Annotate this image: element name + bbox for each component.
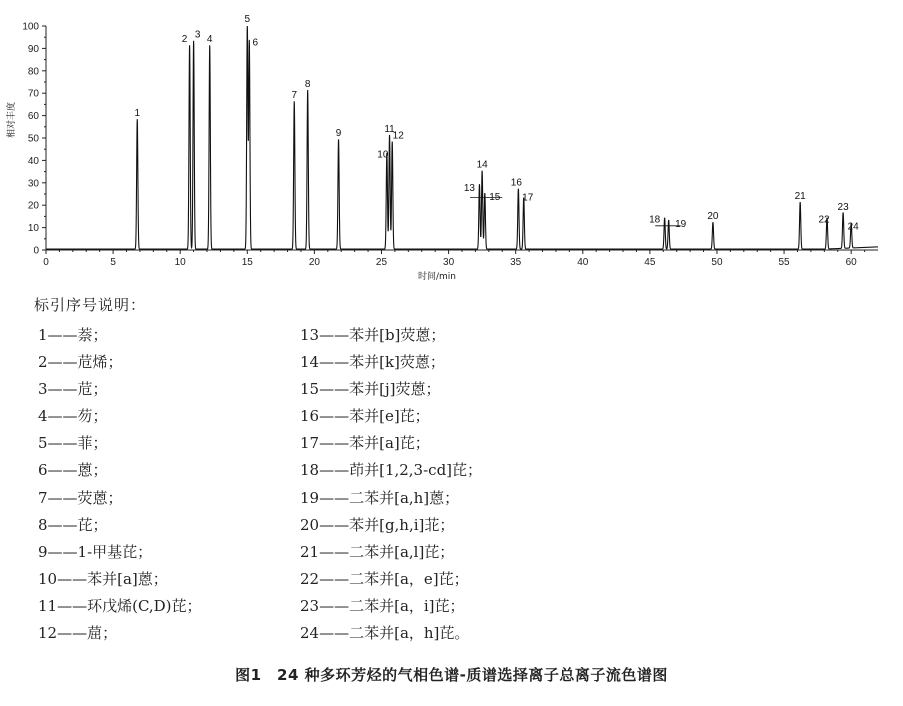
chart-axes (22, 22, 878, 269)
peak-label-14: 14 (476, 159, 488, 171)
y-tick-label: 100 (22, 21, 39, 33)
legend-item: 10——苯并[a]蒽； (38, 569, 168, 588)
legend-item: 8——芘； (38, 515, 108, 534)
legend-item: 19——二苯并[a,h]蒽； (300, 488, 460, 507)
legend-item: 12——䓛； (38, 624, 118, 643)
peak-label-23: 23 (837, 202, 849, 214)
legend-title: 标引序号说明： (34, 296, 147, 314)
legend-item: 23——二苯并[a，i]芘； (300, 596, 465, 615)
x-tick-label: 45 (644, 257, 656, 268)
legend-item: 24——二苯并[a，h]芘。 (300, 624, 470, 643)
legend-item: 16——苯并[e]芘； (300, 407, 430, 426)
y-tick-label: 50 (27, 133, 39, 145)
peak-label-21: 21 (794, 190, 806, 202)
legend-item: 3——苊； (38, 380, 108, 399)
x-tick-label: 50 (711, 257, 723, 268)
x-tick-label: 25 (375, 257, 388, 268)
x-tick-label: 10 (174, 257, 186, 268)
legend-item: 1——萘； (38, 326, 108, 344)
y-tick-label: 60 (27, 111, 39, 123)
peak-labels (134, 14, 859, 232)
y-tick-label: 90 (27, 43, 39, 55)
peak-label-1: 1 (134, 108, 141, 120)
peak-label-7: 7 (291, 90, 298, 102)
y-tick-label: 30 (27, 178, 39, 190)
legend-item: 14——苯并[k]荧蒽； (300, 353, 445, 372)
y-tick-label: 20 (27, 200, 39, 212)
y-tick-label: 0 (33, 245, 39, 257)
peak-label-24: 24 (847, 221, 859, 233)
x-tick-label: 15 (241, 257, 253, 268)
legend-item: 20——苯并[g,h,i]苝； (300, 515, 455, 534)
legend-item: 18——茚并[1,2,3-cd]芘； (300, 461, 483, 480)
legend-right-column (300, 322, 482, 647)
x-tick-label: 5 (110, 257, 116, 268)
y-tick-label: 80 (27, 66, 39, 78)
legend-item: 9——1-甲基芘； (38, 542, 153, 561)
legend-item: 6——蒽； (38, 461, 108, 480)
peak-label-18: 18 (649, 214, 661, 226)
tic-trace-line (46, 26, 878, 249)
y-axis-label: 相对丰度 (7, 101, 17, 139)
peak-label-3: 3 (194, 29, 201, 41)
peak-label-2: 2 (181, 34, 188, 46)
peak-label-19: 19 (675, 218, 687, 230)
peak-label-10: 10 (377, 149, 389, 161)
peak-label-8: 8 (304, 78, 311, 90)
x-tick-label: 35 (510, 257, 522, 268)
peak-label-17: 17 (522, 192, 534, 204)
peak-label-20: 20 (707, 211, 719, 223)
peak-label-12: 12 (392, 130, 404, 142)
x-axis-label: 时间/min (417, 272, 457, 282)
legend-item: 15——苯并[j]荧蒽； (300, 380, 441, 399)
y-tick-label: 10 (27, 223, 39, 235)
legend-item: 21——二苯并[a,l]芘； (300, 542, 455, 561)
peak-label-4: 4 (206, 34, 213, 46)
y-tick-label: 70 (27, 88, 39, 100)
legend-item: 2——苊烯； (38, 353, 123, 372)
legend-item: 4——芴； (38, 407, 108, 426)
x-tick-label: 60 (845, 257, 857, 268)
x-tick-label: 0 (43, 257, 49, 268)
legend-item: 22——二苯并[a，e]芘； (300, 569, 469, 588)
legend-item: 17——苯并[a]芘； (300, 434, 430, 453)
peak-label-11: 11 (384, 123, 395, 135)
legend-item: 11——环戊烯(C,D)芘； (38, 596, 202, 615)
x-tick-label: 30 (443, 257, 455, 268)
peak-label-9: 9 (335, 128, 342, 140)
peak-label-15: 15 (489, 192, 501, 203)
y-tick-label: 40 (27, 155, 39, 167)
figure-caption: 图1 24 种多环芳烃的气相色谱-质谱选择离子总离子流色谱图 (235, 666, 668, 684)
peak-label-5: 5 (244, 14, 251, 25)
x-tick-label: 55 (778, 257, 790, 268)
legend-item: 5——菲； (38, 434, 108, 453)
legend-left-column (38, 322, 202, 647)
peak-label-16: 16 (510, 177, 522, 189)
peak-label-6: 6 (252, 37, 259, 49)
x-tick-label: 40 (577, 257, 589, 268)
peak-label-22: 22 (818, 214, 830, 226)
legend-item: 7——荧蒽； (38, 488, 123, 507)
x-tick-label: 20 (308, 257, 320, 268)
chromatogram-chart (0, 0, 903, 290)
peak-label-13: 13 (463, 183, 476, 195)
chromatogram-trace (46, 26, 878, 249)
legend-item: 13——苯并[b]荧蒽； (300, 326, 446, 344)
